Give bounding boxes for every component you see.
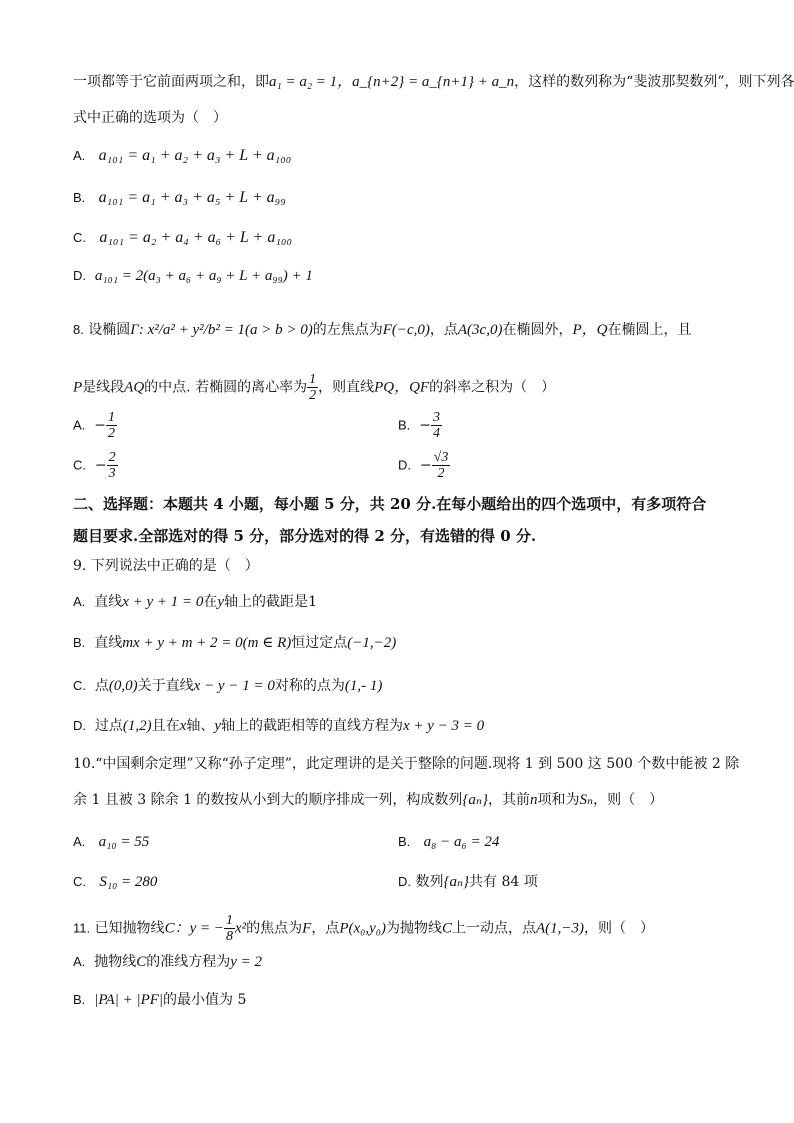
intro-line-2: 式中正确的选项为（ ） bbox=[73, 110, 227, 126]
intro-line-1 bbox=[73, 72, 794, 92]
q9-option-c: C. 点(0,0)关于直线x − y − 1 = 0对称的点为(1,- 1) bbox=[73, 678, 383, 694]
q9-option-d: D. 过点(1,2)且在x轴、y轴上的截距相等的直线方程为x + y − 3 = 0 bbox=[73, 718, 485, 734]
q8-option-d: D. − $\frac{√3}{2}$ bbox=[398, 450, 449, 481]
q7-option-a: A. a₁₀₁ = a₁ + a₂ + a₃ + L + a₁₀₀ bbox=[73, 147, 292, 164]
section-2-heading-line-2: 题目要求.全部选对的得 5 分，部分选对的得 2 分，有选错的得 0 分. bbox=[73, 527, 537, 545]
q7-option-c: C. a₁₀₁ = a₂ + a₄ + a₆ + L + a₁₀₀ bbox=[73, 229, 293, 246]
q9-option-b: B. 直线mx + y + m + 2 = 0(m ∈ R)恒过定点(−1,−2) bbox=[73, 635, 397, 651]
q7-option-c-formula: a₁₀₁ = a₂ + a₄ + a₆ + L + a₁₀₀ bbox=[99, 229, 293, 246]
q8-option-b: B. − $\frac{3}{4}$ bbox=[398, 410, 440, 441]
q11-option-a: A. 抛物线C的准线方程为y = 2 bbox=[73, 954, 262, 970]
q8-option-a: A. − $\frac{1}{2}$ bbox=[73, 410, 115, 441]
q9-option-a: A. 直线x + y + 1 = 0在y轴上的截距是1 bbox=[73, 594, 317, 610]
q8-option-c: C. − $\frac{2}{3}$ bbox=[73, 450, 116, 481]
q7-option-b: B. a₁₀₁ = a₁ + a₃ + a₅ + L + a₉₉ bbox=[73, 189, 286, 206]
section-2-heading-line-1: 二、选择题：本题共 4 小题，每小题 5 分，共 20 分.在每小题给出的四个选项中，有多项符合 bbox=[73, 495, 707, 513]
intro-tail: ，这样的数列称为“斐波那契数列”，则下列各 bbox=[514, 74, 794, 90]
q7-option-b-formula: a₁₀₁ = a₁ + a₃ + a₅ + L + a₉₉ bbox=[98, 189, 286, 206]
q8-line-1: 8. 设椭圆Γ: x²/a² + y²/b² = 1(a > b > 0)的左焦点为F(−c,0)，点A(3c,0)在椭圆外，P，Q在椭圆上，且 bbox=[73, 322, 692, 338]
q10-option-b: B. a₈ − a₆ = 24 bbox=[398, 834, 500, 850]
q7-option-d: D. a₁₀₁ = 2(a₃ + a₆ + a₉ + L + a₉₉) + 1 bbox=[73, 268, 313, 284]
q8-eccentricity-fraction: $\frac{1}{2}$ bbox=[309, 372, 317, 403]
q10-option-a: A. a₁₀ = 55 bbox=[73, 834, 150, 850]
q7-option-d-formula: a₁₀₁ = 2(a₃ + a₆ + a₉ + L + a₉₉) + 1 bbox=[94, 268, 313, 284]
q10-option-c: C. S₁₀ = 280 bbox=[73, 874, 158, 890]
q11-coefficient-fraction: $\frac{1}{8}$ bbox=[225, 913, 233, 944]
intro-text: 一项都等于它前面两项之和，即 bbox=[73, 74, 269, 90]
q11-option-b: B. |PA| + |PF|的最小值为 5 bbox=[73, 992, 247, 1008]
q7-option-a-formula: a₁₀₁ = a₁ + a₂ + a₃ + L + a₁₀₀ bbox=[98, 147, 292, 164]
q10-option-d: D. 数列{aₙ}共有 84 项 bbox=[398, 874, 538, 890]
q10-line-2: 余 1 且被 3 除余 1 的数按从小到大的顺序排成一列，构成数列{aₙ}，其前n项和为Sₙ，则（ ） bbox=[73, 792, 664, 808]
q8-ellipse-equation: Γ: x²/a² + y²/b² = 1(a > b > 0) bbox=[130, 322, 313, 338]
intro-formula: a₁ = a₂ = 1，a_{n+2} = a_{n+1} + a_n bbox=[269, 74, 515, 90]
q10-line-1: 10.“中国剩余定理”又称“孙子定理”，此定理讲的是关于整除的问题.现将 1 到 500 这 500 个数中能被 2 除 bbox=[73, 756, 740, 772]
q9-stem: 9. 下列说法中正确的是（ ） bbox=[73, 558, 259, 574]
q11-stem: 11. 已知抛物线C：y = − $\frac{1}{8}$ x²的焦点为F，点P(x₀,y₀)为抛物线C上一动点，点A(1,−3)，则（ ） bbox=[73, 913, 655, 944]
q8-line-2: P是线段AQ的中点. 若椭圆的离心率为 $\frac{1}{2}$ ，则直线PQ，QF的斜率之积为（ ） bbox=[73, 372, 556, 403]
